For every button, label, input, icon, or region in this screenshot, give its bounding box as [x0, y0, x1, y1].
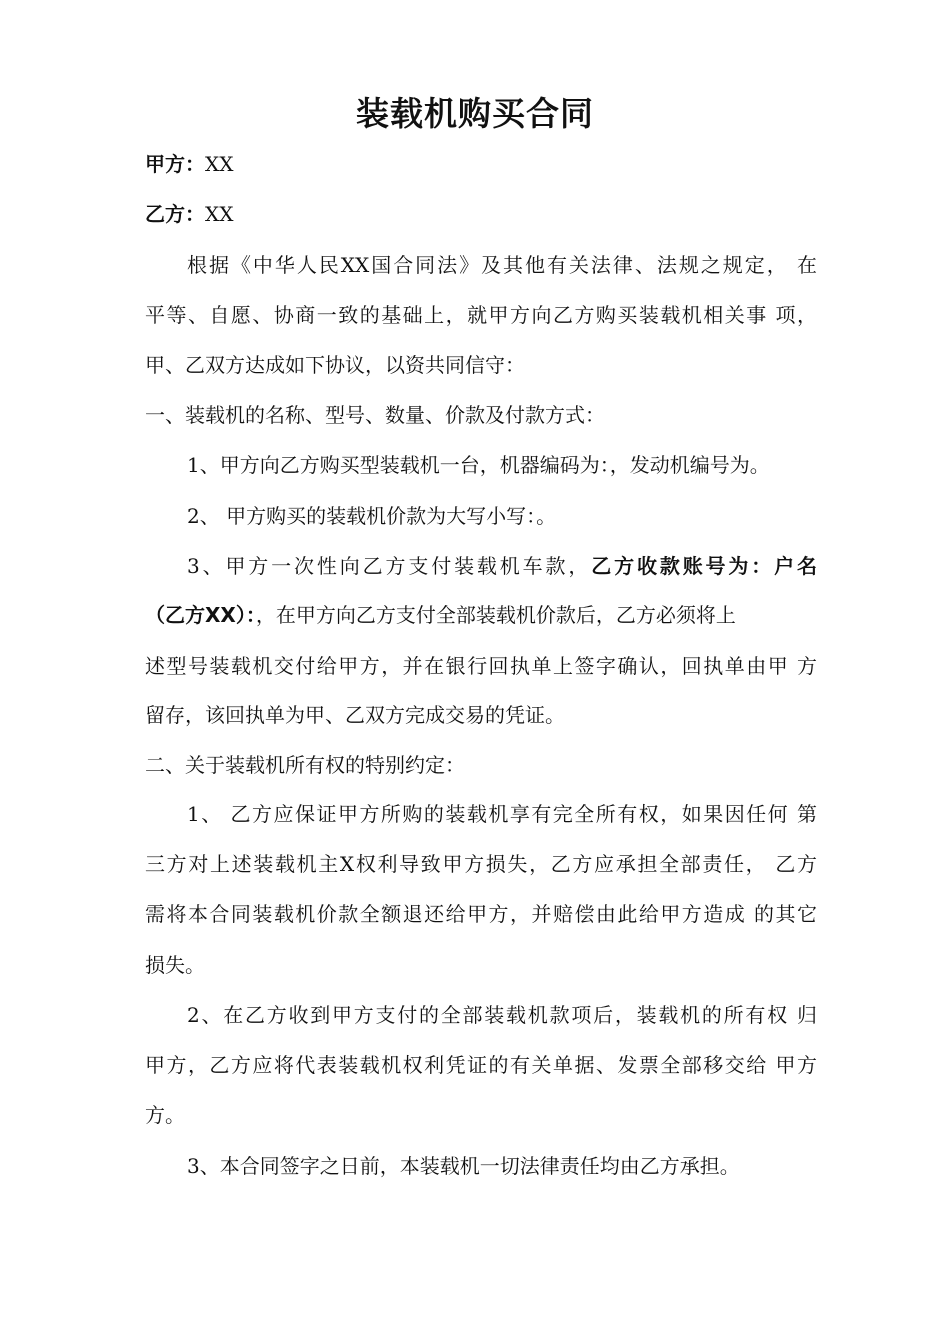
section-1-item-3-line-4: 留存，该回执单为甲、乙双方完成交易的凭证。 — [145, 703, 565, 727]
section-1-item-3-line-1 — [187, 552, 817, 580]
preamble-line-1: 根据《中华人民XX国合同法》及其他有关法律、法规之规定， 在 — [187, 253, 817, 277]
section-2-item-1-line-2: 三方对上述装载机主X权利导致甲方损失，乙方应承担全部责任， 乙方 — [145, 852, 817, 876]
section-2-item-2-line-1: 2、在乙方收到甲方支付的全部装载机款项后，装载机的所有权 归 — [187, 1003, 817, 1027]
section-2-item-1-line-4: 损失。 — [145, 953, 205, 977]
account-name: （乙方XX）： — [145, 603, 256, 627]
account-label: 乙方收款账号为：户名 — [591, 554, 817, 578]
preamble-line-2: 平等、自愿、协商一致的基础上，就甲方向乙方购买装载机相关事 项， — [145, 303, 817, 327]
section-2-item-2-line-3: 方。 — [145, 1103, 185, 1127]
party-a-value: XX — [205, 152, 234, 176]
section-2-item-3: 3、本合同签字之日前，本装载机一切法律责任均由乙方承担。 — [187, 1154, 740, 1178]
section-1-item-2: 2、 甲方购买的装载机价款为大写小写：。 — [187, 504, 557, 528]
party-a-line — [145, 150, 817, 178]
item-3-text-2: ，在甲方向乙方支付全部装载机价款后，乙方必须将上 — [255, 603, 736, 627]
item-3-text: 3、甲方一次性向乙方支付装载机车款， — [187, 554, 592, 578]
section-1-item-3-line-2 — [145, 601, 817, 629]
party-b-value: XX — [205, 202, 234, 226]
section-1-item-3-line-3: 述型号装载机交付给甲方，并在银行回执单上签字确认，回执单由甲 方 — [145, 654, 817, 678]
section-2-heading: 二、关于装载机所有权的特别约定： — [145, 753, 465, 777]
section-1-item-1: 1、甲方向乙方购买型装载机一台，机器编码为：，发动机编号为。 — [187, 453, 770, 477]
section-2-item-1-line-3: 需将本合同装载机价款全额退还给甲方，并赔偿由此给甲方造成 的其它 — [145, 902, 817, 926]
section-2-item-2-line-2: 甲方，乙方应将代表装载机权利凭证的有关单据、发票全部移交给 甲方 — [145, 1053, 817, 1077]
party-a-label: 甲方： — [145, 152, 205, 176]
document-title: 装载机购买合同 — [356, 94, 594, 133]
party-b-line — [145, 200, 817, 228]
party-b-label: 乙方： — [145, 202, 205, 226]
preamble-line-3: 甲、乙双方达成如下协议，以资共同信守： — [145, 353, 525, 377]
section-2-item-1-line-1: 1、 乙方应保证甲方所购的装载机享有完全所有权，如果因任何 第 — [187, 802, 817, 826]
section-1-heading: 一、装载机的名称、型号、数量、价款及付款方式： — [145, 403, 605, 427]
